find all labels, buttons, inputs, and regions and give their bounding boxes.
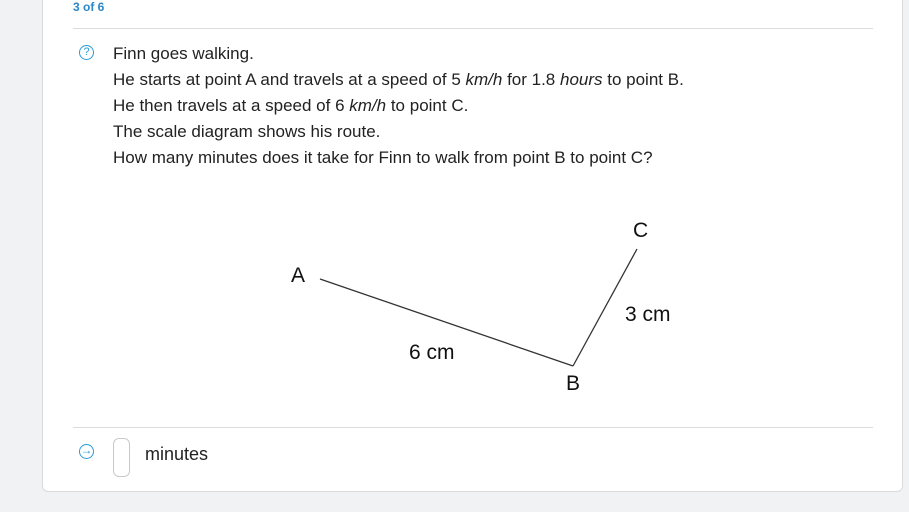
answer-unit-label: minutes: [145, 444, 209, 464]
label-point-c: C: [633, 219, 649, 242]
label-point-b: B: [566, 372, 581, 395]
label-length-bc: 3 cm: [625, 303, 671, 326]
progress-indicator: 3 of 6: [73, 0, 105, 14]
question-line-3: He then travels at a speed of 6 km/h to point C.: [113, 96, 469, 115]
help-circle-icon: ?: [79, 45, 94, 60]
label-point-a: A: [291, 264, 306, 287]
question-line-1: Finn goes walking.: [113, 44, 254, 63]
question-line-5: How many minutes does it take for Finn to walk from point B to point C?: [113, 148, 653, 167]
question-line-2: He starts at point A and travels at a speed of 5 km/h for 1.8 hours to point B.: [113, 70, 684, 89]
label-length-ab: 6 cm: [409, 341, 455, 364]
question-line-4: The scale diagram shows his route.: [113, 122, 381, 141]
arrow-right-circle-icon: →: [80, 443, 93, 457]
answer-input[interactable]: [113, 438, 130, 477]
bottom-divider: [73, 427, 873, 428]
